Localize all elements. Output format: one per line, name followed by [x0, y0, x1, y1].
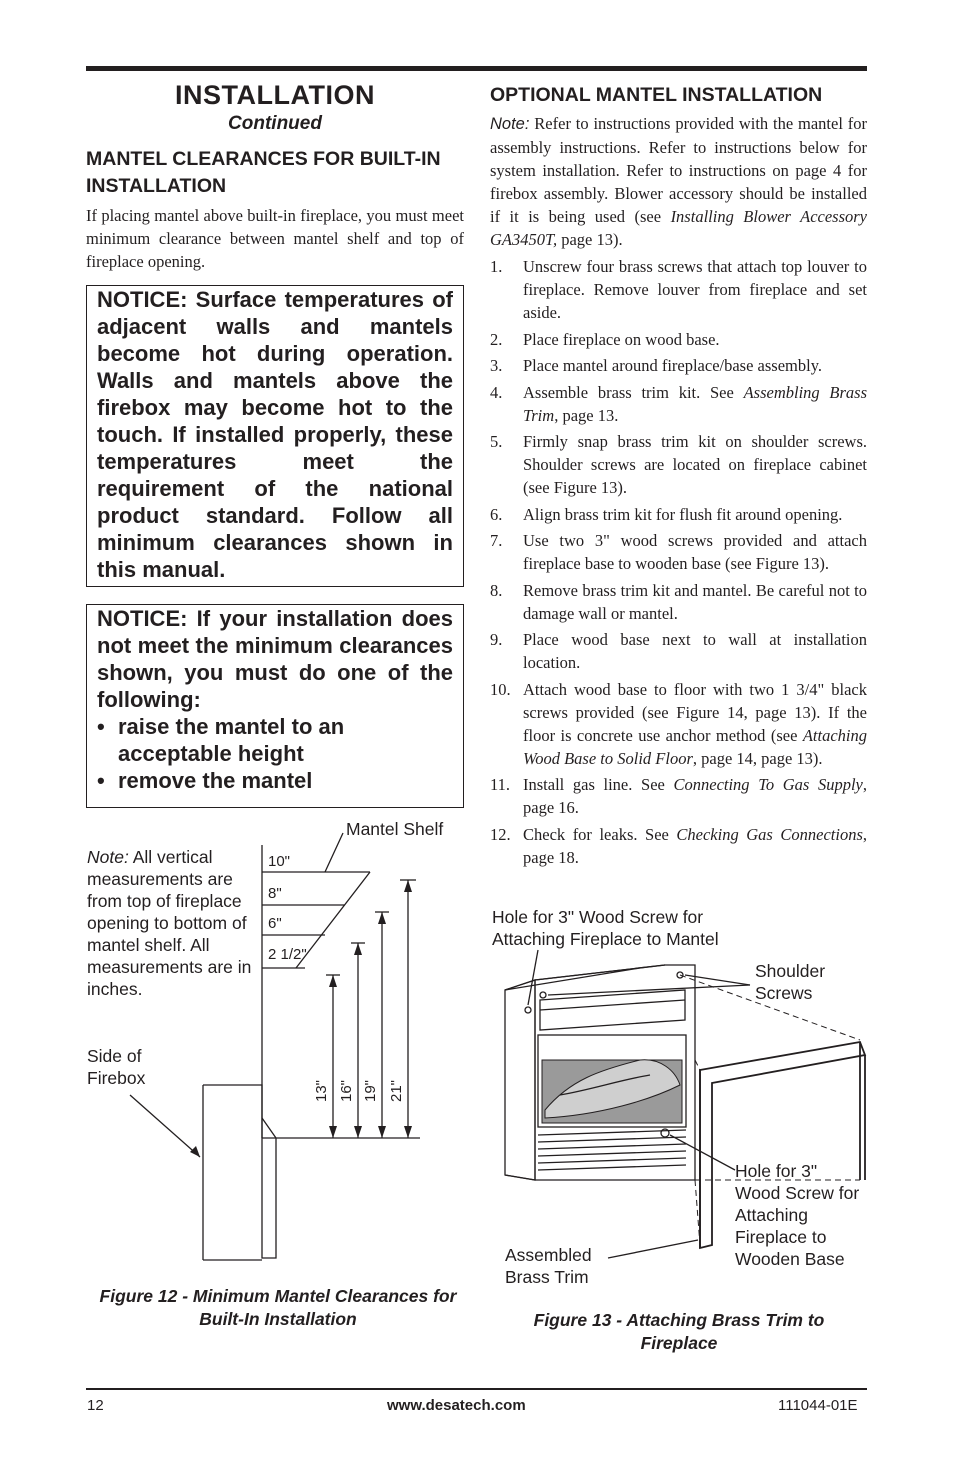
shoulder-screws-label: Shoulder Screws — [755, 961, 826, 1003]
step-text-tail: , page 16. — [523, 775, 867, 817]
step-text-tail: , page 13. — [554, 405, 619, 425]
side-of-firebox-label: Side of Firebox — [87, 1046, 146, 1088]
shoulder-screw-left — [540, 992, 546, 998]
step-text: Firmly snap brass trim kit on shoulder screws. Shoulder screws are located on fireplace cabinet (see Figure 13). — [523, 432, 867, 497]
shoulder-leader-2 — [548, 985, 750, 995]
height-16: 16" — [338, 1079, 355, 1102]
section-title: INSTALLATION — [175, 80, 375, 110]
optional-mantel-note-tail: page 13). — [561, 230, 623, 249]
step-number: 8. — [490, 580, 503, 600]
step-text: Place wood base next to wall at installation location. — [523, 630, 867, 672]
figure13-caption: Figure 13 - Attaching Brass Trim to Fireplace — [533, 1310, 825, 1353]
step-number: 11. — [490, 775, 511, 794]
optional-mantel-note-ref: Installing Blower Accessory GA3450T, — [490, 207, 868, 249]
step-number: 7. — [490, 531, 503, 550]
figure12-note-label: Note: — [87, 847, 129, 867]
shelf-depth-10: 10" — [268, 853, 291, 870]
step-text: Use two 3" wood screws provided and attach fireplace base to wooden base (see Figure 13). — [523, 531, 867, 573]
mantel-clearances-intro: If placing mantel above built-in fireplace, you must meet minimum clearance between mantel shelf and top of fireplace opening. — [86, 206, 464, 271]
notice-surface-temperatures-text: NOTICE: Surface temperatures of adjacent walls and mantels become hot during operation. Walls and mantels above the firebox may become hot to the touch. If installed properly, these temperatures meet the requirement of the national product standard. Follow all minimum clearances shown in this manual. — [97, 287, 453, 582]
cabinet-bottom-left — [505, 1175, 535, 1180]
hole-mantel-leader — [528, 950, 538, 1005]
step-text: Place fireplace on wood base. — [523, 329, 720, 349]
height-13: 13" — [313, 1079, 330, 1102]
mantel-clearances-heading: MANTEL CLEARANCES FOR BUILT-IN INSTALLATION — [86, 148, 441, 197]
notice-option-remove: • remove the mantel — [97, 767, 453, 794]
step-text: Align brass trim kit for flush fit around opening. — [523, 504, 843, 524]
step-text: Attach wood base to floor with two 1 3/4" black screws provided (see Figure 14, page 13). If the floor is concrete use anchor method (see — [523, 679, 867, 745]
step-number: 2. — [490, 329, 503, 349]
bottom-rule — [86, 1388, 867, 1390]
trim-leader — [608, 1240, 698, 1258]
step-text: Unscrew four brass screws that attach top louver to fireplace. Remove louver from fireplace and set aside. — [523, 257, 867, 322]
step-number: 10. — [490, 679, 511, 699]
hole-base-label: Hole for 3" Wood Screw for Attaching Fireplace to Wooden Base — [735, 1161, 860, 1269]
brass-trim-frame — [700, 1042, 865, 1248]
step-text: Check for leaks. See — [523, 824, 677, 844]
step-text: Remove brass trim kit and mantel. Be careful not to damage wall or mantel. — [523, 580, 867, 623]
height-19: 19" — [362, 1079, 379, 1102]
figure12-caption: Figure 12 - Minimum Mantel Clearances for Built-In Installation — [99, 1286, 457, 1329]
step-reference: Connecting To Gas Supply — [673, 775, 863, 794]
step-reference: Attaching Wood Base to Solid Floor — [523, 725, 867, 768]
height-21: 21" — [388, 1079, 405, 1102]
step-text: Install gas line. See — [523, 775, 674, 794]
optional-mantel-note-text: Refer to instructions provided with the mantel for assembly instructions. Refer to instructions below for system installation. Refer to instructions on page 4 for firebox assembly. Blower accessory should be installed if it is being used (see — [490, 114, 868, 226]
website-url[interactable]: www.desatech.com — [387, 1397, 526, 1414]
step-number: 9. — [490, 630, 503, 649]
shelf-depth-6: 6" — [268, 915, 282, 932]
step-text: Place mantel around fireplace/base assembly. — [523, 356, 823, 375]
shelf-depth-2-half: 2 1/2" — [268, 946, 307, 963]
louver — [540, 990, 685, 1030]
mantel-screw-hole — [525, 1007, 531, 1013]
notice-minimum-clearances-text: NOTICE: If your installation does not meet the minimum clearances shown, you must do one of the following: — [97, 606, 453, 712]
step-text: Assemble brass trim kit. See — [523, 382, 744, 402]
step-reference: Assembling Brass Trim — [523, 382, 867, 425]
step-text-tail: , page 14, page 13). — [692, 748, 823, 768]
control-grill — [538, 1130, 686, 1170]
cabinet-top — [505, 965, 665, 990]
hole-mantel-label: Hole for 3" Wood Screw for Attaching Fireplace to Mantel — [492, 907, 719, 949]
alignment-dashes — [665, 975, 860, 1245]
step-number: 4. — [490, 382, 503, 402]
section-subtitle: Continued — [228, 113, 322, 134]
mantel-shelf-label: Mantel Shelf — [346, 819, 444, 839]
shelf-depth-8: 8" — [268, 885, 282, 902]
step-number: 1. — [490, 257, 503, 276]
figure12-note-text: All vertical measurements are from top of fireplace opening to bottom of mantel shelf. All measurements are in inches. — [87, 847, 252, 999]
optional-mantel-note-label: Note: — [490, 115, 530, 133]
step-text-tail: , page 18. — [523, 824, 867, 867]
step-number: 3. — [490, 356, 503, 375]
step-reference: Checking Gas Connections — [676, 824, 863, 844]
notice-option-raise: • raise the mantel to an acceptable height — [97, 713, 453, 767]
document-code: 111044-01E — [778, 1397, 858, 1414]
step-number: 5. — [490, 432, 503, 451]
assembled-brass-trim-label: Assembled Brass Trim — [505, 1245, 592, 1287]
page-number: 12 — [87, 1397, 104, 1414]
step-number: 12. — [490, 824, 511, 844]
step-number: 6. — [490, 504, 503, 524]
optional-mantel-heading: OPTIONAL MANTEL INSTALLATION — [490, 84, 823, 106]
